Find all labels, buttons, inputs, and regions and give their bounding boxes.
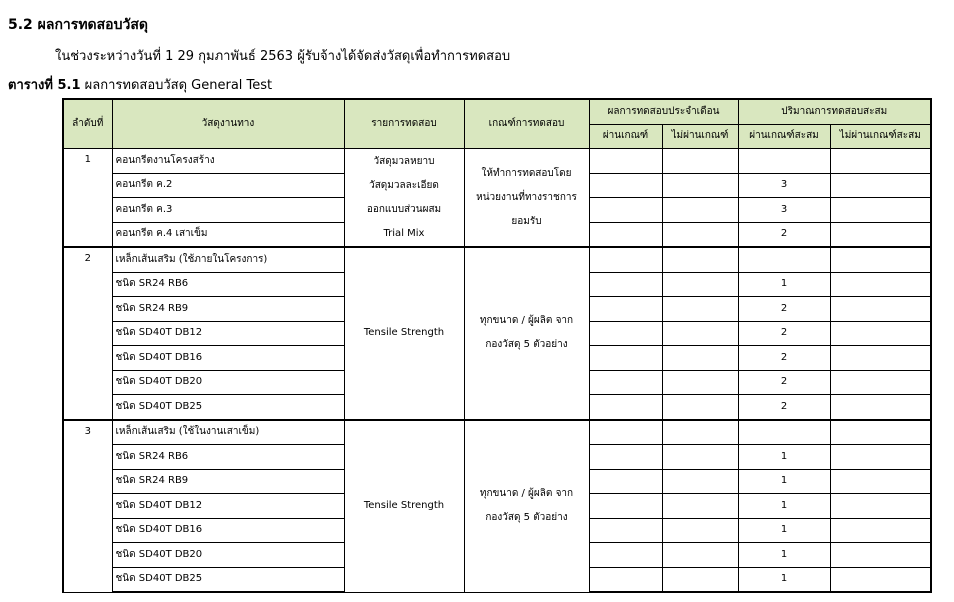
- header-monthly-fail: ไม่ผ่านเกณฑ์: [662, 124, 738, 149]
- monthly-pass-cell: [589, 272, 662, 297]
- table-caption-text: ผลการทดสอบวัสดุ General Test: [80, 78, 273, 93]
- table-caption-label: ตารางที่ 5.1: [8, 78, 81, 93]
- monthly-fail-cell: [662, 321, 738, 346]
- cumulative-fail-cell: [830, 494, 931, 519]
- cumulative-fail-cell: [830, 198, 931, 223]
- test-method-line: Trial Mix: [383, 227, 425, 239]
- cumulative-pass-cell: 2: [738, 321, 830, 346]
- cumulative-fail-cell: [830, 445, 931, 470]
- test-criteria-line: กองวัสดุ 5 ตัวอย่าง: [485, 339, 568, 351]
- cumulative-pass-cell: 2: [738, 222, 830, 247]
- cumulative-fail-cell: [830, 469, 931, 494]
- material-item: ชนิด SD40T DB12: [112, 321, 344, 346]
- monthly-fail-cell: [662, 518, 738, 543]
- cumulative-fail-cell: [830, 518, 931, 543]
- test-criteria-line: ทุกขนาด / ผู้ผลิต จาก: [479, 488, 574, 499]
- header-cumulative-fail: ไม่ผ่านเกณฑ์สะสม: [830, 124, 931, 149]
- monthly-pass-cell: [589, 543, 662, 568]
- header-cumulative-pass: ผ่านเกณฑ์สะสม: [738, 124, 830, 149]
- test-method-line: Tensile Strength: [363, 500, 445, 511]
- material-item: เหล็กเส้นเสริม (ใช้ภายในโครงการ): [112, 247, 344, 272]
- material-item: คอนกรีตงานโครงสร้าง: [112, 149, 344, 174]
- test-criteria-line: หน่วยงานที่ทางราชการ: [476, 191, 577, 203]
- test-method-line: ออกแบบส่วนผสม: [366, 203, 442, 215]
- material-item: ชนิด SR24 RB9: [112, 297, 344, 322]
- material-item: ชนิด SD40T DB25: [112, 395, 344, 420]
- cumulative-pass-cell: 2: [738, 346, 830, 371]
- cumulative-fail-cell: [830, 272, 931, 297]
- material-item: ชนิด SD40T DB20: [112, 543, 344, 568]
- cumulative-pass-cell: 1: [738, 445, 830, 470]
- monthly-pass-cell: [589, 518, 662, 543]
- material-test-table: [62, 98, 932, 593]
- test-method: [344, 247, 464, 420]
- cumulative-fail-cell: [830, 420, 931, 445]
- monthly-pass-cell: [589, 469, 662, 494]
- monthly-pass-cell: [589, 395, 662, 420]
- cumulative-pass-cell: 1: [738, 567, 830, 592]
- table-row: [63, 420, 931, 445]
- cumulative-fail-cell: [830, 321, 931, 346]
- cumulative-fail-cell: [830, 395, 931, 420]
- header-monthly: ผลการทดสอบประจำเดือน: [589, 99, 738, 124]
- row-number: 2: [63, 247, 112, 420]
- monthly-pass-cell: [589, 494, 662, 519]
- monthly-pass-cell: [589, 370, 662, 395]
- material-item: ชนิด SR24 RB6: [112, 445, 344, 470]
- monthly-pass-cell: [589, 149, 662, 174]
- test-criteria-line: ทุกขนาด / ผู้ผลิต จาก: [479, 315, 574, 327]
- monthly-fail-cell: [662, 222, 738, 247]
- cumulative-fail-cell: [830, 222, 931, 247]
- table-row: [63, 149, 931, 174]
- cumulative-pass-cell: 1: [738, 469, 830, 494]
- table-caption: [8, 74, 272, 95]
- monthly-pass-cell: [589, 247, 662, 272]
- header-cumulative: ปริมาณการทดสอบสะสม: [738, 99, 931, 124]
- material-item: ชนิด SD40T DB25: [112, 567, 344, 592]
- test-criteria: [464, 420, 589, 593]
- monthly-fail-cell: [662, 149, 738, 174]
- row-number: 1: [63, 149, 112, 248]
- material-item: ชนิด SD40T DB20: [112, 370, 344, 395]
- test-method-line: วัสดุมวลหยาบ: [373, 155, 435, 167]
- monthly-fail-cell: [662, 173, 738, 198]
- monthly-fail-cell: [662, 469, 738, 494]
- material-item: เหล็กเส้นเสริม (ใช้ในงานเสาเข็ม): [112, 420, 344, 445]
- cumulative-fail-cell: [830, 543, 931, 568]
- monthly-fail-cell: [662, 198, 738, 223]
- material-item: ชนิด SD40T DB16: [112, 518, 344, 543]
- test-criteria: [464, 149, 589, 248]
- monthly-pass-cell: [589, 445, 662, 470]
- cumulative-pass-cell: 1: [738, 518, 830, 543]
- monthly-fail-cell: [662, 395, 738, 420]
- cumulative-fail-cell: [830, 346, 931, 371]
- cumulative-pass-cell: [738, 420, 830, 445]
- monthly-pass-cell: [589, 567, 662, 592]
- header-no: ลำดับที่: [63, 99, 112, 149]
- cumulative-fail-cell: [830, 567, 931, 592]
- table-row: [63, 247, 931, 272]
- material-item: คอนกรีต ค.4 เสาเข็ม: [112, 222, 344, 247]
- cumulative-pass-cell: 3: [738, 198, 830, 223]
- material-item: ชนิด SR24 RB9: [112, 469, 344, 494]
- monthly-pass-cell: [589, 297, 662, 322]
- cumulative-pass-cell: 1: [738, 494, 830, 519]
- monthly-pass-cell: [589, 420, 662, 445]
- test-criteria-line: กองวัสดุ 5 ตัวอย่าง: [485, 512, 568, 523]
- header-monthly-pass: ผ่านเกณฑ์: [589, 124, 662, 149]
- cumulative-pass-cell: 2: [738, 297, 830, 322]
- cumulative-pass-cell: 2: [738, 370, 830, 395]
- monthly-pass-cell: [589, 321, 662, 346]
- test-method: [344, 149, 464, 248]
- cumulative-pass-cell: 2: [738, 395, 830, 420]
- monthly-fail-cell: [662, 567, 738, 592]
- monthly-fail-cell: [662, 494, 738, 519]
- test-criteria-line: ยอมรับ: [511, 215, 542, 227]
- test-criteria-line: ให้ทำการทดสอบโดย: [481, 167, 572, 179]
- test-criteria: [464, 247, 589, 420]
- section-intro: ในช่วงระหว่างวันที่ 1 29 กุมภาพันธ์ 2563 ผู้รับจ้างได้จัดส่งวัสดุเพื่อทำการทดสอบ: [55, 49, 511, 64]
- cumulative-pass-cell: [738, 149, 830, 174]
- material-item: ชนิด SR24 RB6: [112, 272, 344, 297]
- test-method-line: Tensile Strength: [363, 327, 445, 339]
- material-item: คอนกรีต ค.3: [112, 198, 344, 223]
- section-heading: 5.2 ผลการทดสอบวัสดุ: [8, 17, 148, 33]
- cumulative-pass-cell: [738, 247, 830, 272]
- monthly-fail-cell: [662, 346, 738, 371]
- cumulative-pass-cell: 1: [738, 272, 830, 297]
- cumulative-fail-cell: [830, 297, 931, 322]
- monthly-pass-cell: [589, 173, 662, 198]
- row-number: 3: [63, 420, 112, 593]
- monthly-pass-cell: [589, 346, 662, 371]
- material-item: คอนกรีต ค.2: [112, 173, 344, 198]
- cumulative-pass-cell: 1: [738, 543, 830, 568]
- monthly-fail-cell: [662, 297, 738, 322]
- header-test: รายการทดสอบ: [344, 99, 464, 149]
- material-item: ชนิด SD40T DB16: [112, 346, 344, 371]
- monthly-fail-cell: [662, 247, 738, 272]
- monthly-fail-cell: [662, 445, 738, 470]
- monthly-fail-cell: [662, 543, 738, 568]
- monthly-pass-cell: [589, 222, 662, 247]
- monthly-pass-cell: [589, 198, 662, 223]
- test-method-line: วัสดุมวลละเอียด: [369, 179, 439, 191]
- header-material: วัสดุงานทาง: [112, 99, 344, 149]
- cumulative-fail-cell: [830, 370, 931, 395]
- cumulative-pass-cell: 3: [738, 173, 830, 198]
- cumulative-fail-cell: [830, 247, 931, 272]
- cumulative-fail-cell: [830, 149, 931, 174]
- header-criteria: เกณฑ์การทดสอบ: [464, 99, 589, 149]
- monthly-fail-cell: [662, 420, 738, 445]
- monthly-fail-cell: [662, 272, 738, 297]
- test-method: [344, 420, 464, 593]
- monthly-fail-cell: [662, 370, 738, 395]
- material-item: ชนิด SD40T DB12: [112, 494, 344, 519]
- cumulative-fail-cell: [830, 173, 931, 198]
